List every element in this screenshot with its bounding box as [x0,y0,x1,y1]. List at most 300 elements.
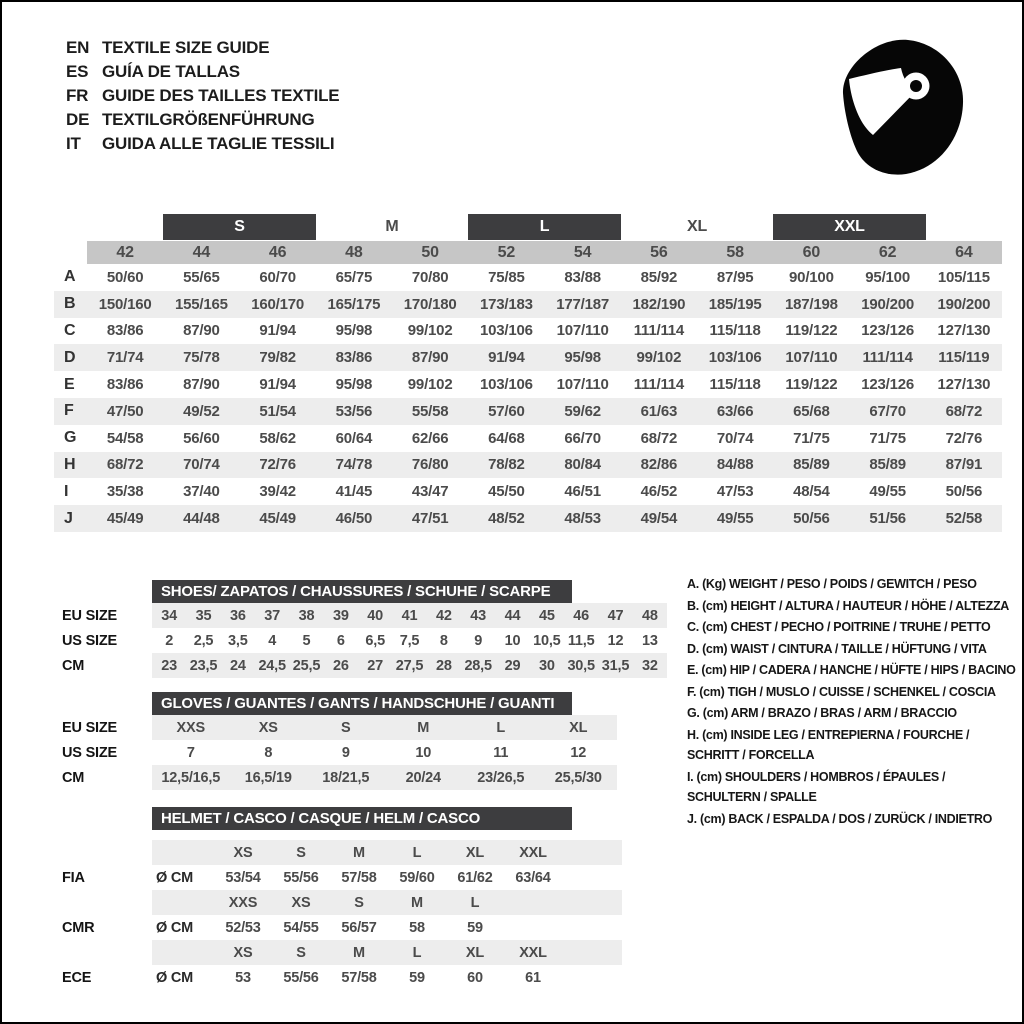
shoe-size-cell: 4 [268,632,277,649]
helmet-table-title: HELMET / CASCO / CASQUE / HELM / CASCO [152,807,572,830]
helmet-size-cell: S [296,844,306,861]
size-value-cell: 190/200 [861,295,915,313]
size-value-cell: 49/55 [869,483,906,501]
size-value-cell: 177/187 [556,295,610,313]
size-value-cell: 68/72 [945,402,983,420]
shoe-size-cell: 25,5 [292,657,321,674]
size-value-cell: 72/76 [259,456,296,474]
helmet-value-cell: 60 [467,969,483,986]
size-row-label: CM [62,769,85,786]
measurement-row [54,425,1002,452]
size-row [152,740,617,765]
measurement-row [54,291,1002,318]
size-value-cell: 115/119 [938,349,990,367]
measurement-row [54,478,1002,505]
row-label: C [64,321,76,339]
size-value-cell: 83/86 [106,322,144,340]
glove-size-cell: 10 [415,744,432,761]
size-value-cell: 75/78 [183,349,220,367]
row-label: I [64,482,69,500]
size-value-cell: 95/98 [564,349,601,367]
size-row-label: US SIZE [62,744,117,761]
shoe-size-cell: 31,5 [601,657,630,674]
size-value-cell: 79/82 [259,349,296,367]
size-row [152,653,667,678]
size-value-cell: 48/52 [488,510,525,528]
size-value-cell: 43/47 [411,483,449,501]
shoe-size-cell: 26 [332,657,349,674]
size-value-cell: 91/94 [259,322,296,340]
helmet-value-row [152,865,622,890]
glove-size-cell: 20/24 [405,769,441,786]
shoe-size-cell: 2 [165,632,174,649]
helmet-value-cell: 61 [525,969,541,986]
size-value-cell: 51/54 [259,402,296,420]
size-column-header: 44 [163,241,239,264]
helmet-size-cell: M [411,894,423,911]
size-group-cell [926,214,1002,240]
size-value-cell: 60/64 [335,429,373,447]
language-row [66,60,339,84]
shoe-size-cell: 30 [538,657,555,674]
helmet-value-cell: 56/57 [341,919,377,936]
size-value-cell: 85/89 [793,456,830,474]
glove-size-cell: 8 [264,744,273,761]
helmet-size-cell: L [412,844,422,861]
glove-size-cell: XXS [176,719,205,736]
helmet-size-cell: M [353,944,365,961]
size-value-cell: 66/70 [564,429,601,447]
glove-size-cell: L [496,719,506,736]
size-value-cell: 95/100 [865,268,910,286]
size-value-cell: 123/126 [861,322,915,340]
size-value-cell: 74/78 [335,456,373,474]
helmet-size-cell: XL [465,844,485,861]
helmet-value-cell: 53/54 [225,869,261,886]
helmet-size-cell: XS [291,894,311,911]
helmet-size-cell: L [470,894,480,911]
language-code: DE [66,110,90,129]
size-value-cell: 187/198 [784,295,838,313]
size-value-cell: 47/51 [411,510,449,528]
size-value-cell: 46/51 [564,483,601,501]
helmet-value-cell: 55/56 [283,869,319,886]
helmet-value-cell: 52/53 [225,919,261,936]
shoe-size-cell: 11,5 [567,632,595,649]
size-value-cell: 53/56 [335,402,373,420]
diameter-unit-cell: Ø CM [156,919,194,936]
size-value-cell: 61/63 [640,402,678,420]
size-value-cell: 50/60 [106,268,144,286]
row-label: D [64,348,76,366]
helmet-value-cell: 59/60 [399,869,435,886]
shoe-size-cell: 41 [401,607,418,624]
shoe-size-cell: 12 [607,632,624,649]
shoe-size-cell: 13 [641,632,658,649]
shoe-size-cell: 37 [264,607,281,624]
size-value-cell: 99/102 [407,376,453,394]
shoe-size-cell: 35 [195,607,212,624]
legend-item: J. (cm) BACK / ESPALDA / DOS / ZURÜCK / INDIETRO [687,811,993,826]
helmet-table-rows [2,840,1024,990]
size-value-cell: 115/118 [709,376,761,394]
shoe-size-cell: 27,5 [395,657,424,674]
size-value-cell: 65/75 [335,268,373,286]
size-value-cell: 49/55 [716,510,754,528]
size-value-cell: 173/183 [479,295,533,313]
row-label: B [64,295,76,313]
size-row [152,715,617,740]
size-row-label: CM [62,657,85,674]
size-value-cell: 87/91 [945,456,983,474]
glove-size-cell: 12,5/16,5 [161,769,221,786]
size-value-cell: 115/118 [709,322,761,340]
size-value-cell: 50/56 [945,483,983,501]
shoe-size-cell: 48 [641,607,658,624]
language-title-list [66,36,339,156]
language-row [66,36,339,60]
size-row [152,765,617,790]
helmet-value-cell: 59 [409,969,425,986]
size-value-cell: 80/84 [564,456,601,474]
size-value-cell: 87/90 [183,322,220,340]
size-value-cell: 55/65 [183,268,220,286]
glove-size-cell: 16,5/19 [244,769,292,786]
row-label: A [64,268,76,286]
size-value-cell: 70/74 [716,429,754,447]
shoe-size-cell: 39 [332,607,349,624]
helmet-standard-label: ECE [62,969,92,986]
size-value-cell: 185/195 [708,295,762,313]
size-row-label: EU SIZE [62,607,117,624]
size-value-cell: 91/94 [488,349,525,367]
shoe-size-cell: 27 [367,657,384,674]
legend-item: D. (cm) WAIST / CINTURA / TAILLE / HÜFTUNG / VITA [687,641,987,656]
size-value-cell: 49/54 [640,510,678,528]
size-value-cell: 119/122 [785,376,838,394]
shoe-size-cell: 32 [641,657,658,674]
size-value-cell: 99/102 [636,349,682,367]
size-value-cell: 85/89 [869,456,906,474]
helmet-value-cell: 55/56 [283,969,319,986]
row-label: H [64,455,76,473]
shoe-size-cell: 5 [302,632,311,649]
legend-item: G. (cm) ARM / BRAZO / BRAS / ARM / BRACCIO [687,706,957,720]
legend-item: A. (Kg) WEIGHT / PESO / POIDS / GEWITCH / PESO [687,577,977,591]
shoe-size-cell: 44 [504,607,521,624]
shoe-size-cell: 45 [538,607,555,624]
size-value-cell: 72/76 [945,429,983,447]
helmet-size-cell: XL [465,944,485,961]
language-code: EN [66,38,90,57]
legend-item: B. (cm) HEIGHT / ALTURA / HAUTEUR / HÖHE / ALTEZZA [687,598,1010,613]
size-value-cell: 51/56 [869,510,906,528]
size-value-cell: 165/175 [327,295,381,313]
shoe-size-cell: 10 [504,632,521,649]
row-label: G [64,429,77,447]
size-value-cell: 91/94 [259,376,296,394]
shoe-size-cell: 30,5 [567,657,595,674]
legend-item: H. (cm) INSIDE LEG / ENTREPIERNA / FOURCHE / SCHRITT / FORCELLA [687,727,970,762]
size-column-header-row [54,241,1002,264]
helmet-value-cell: 58 [409,919,425,936]
size-value-cell: 70/74 [183,456,220,474]
language-row [66,84,339,108]
size-value-cell: 107/110 [785,349,838,367]
size-value-cell: 83/88 [564,268,601,286]
helmet-value-row [152,965,622,990]
measurement-row [54,344,1002,371]
helmet-size-header-row [152,840,622,865]
size-column-header: 50 [392,241,468,264]
size-value-cell: 85/92 [640,268,678,286]
size-value-cell: 55/58 [411,402,449,420]
size-value-cell: 68/72 [106,456,144,474]
glove-size-cell: 12 [570,744,587,761]
size-value-cell: 49/52 [183,402,220,420]
shoe-size-cell: 43 [470,607,487,624]
size-value-cell: 70/80 [411,268,449,286]
textile-size-table [54,214,1002,532]
racing-helmet-icon [840,36,970,180]
language-code: IT [66,134,81,153]
size-row-label: EU SIZE [62,719,117,736]
helmet-value-cell: 63/64 [515,869,551,886]
size-value-cell: 87/90 [411,349,449,367]
language-row [66,108,339,132]
size-value-cell: 59/62 [564,402,601,420]
size-value-cell: 50/56 [793,510,830,528]
language-code: FR [66,86,89,105]
size-value-cell: 58/62 [259,429,296,447]
size-value-cell: 99/102 [407,322,453,340]
shoes-table-title: SHOES/ ZAPATOS / CHAUSSURES / SCHUHE / SCARPE [152,580,572,603]
size-value-cell: 56/60 [183,429,220,447]
size-group-cell: L [468,214,621,240]
measurement-row [54,398,1002,425]
helmet-value-cell: 57/58 [341,969,377,986]
size-group-cell [54,214,163,240]
helmet-value-cell: 61/62 [457,869,493,886]
size-value-cell: 75/85 [488,268,525,286]
size-value-cell: 62/66 [411,429,449,447]
glove-size-cell: 9 [341,744,350,761]
glove-size-cell: M [417,719,430,736]
shoe-size-cell: 40 [367,607,384,624]
helmet-value-cell: 59 [467,919,483,936]
shoe-size-cell: 6 [336,632,345,649]
diameter-unit-cell: Ø CM [156,969,194,986]
size-value-cell: 47/53 [716,483,754,501]
shoe-size-cell: 9 [474,632,483,649]
size-value-cell: 150/160 [98,295,152,313]
diameter-unit-cell: Ø CM [156,869,194,886]
size-value-cell: 160/170 [251,295,305,313]
measurement-legend [687,574,1019,830]
size-value-cell: 71/75 [793,429,830,447]
row-label: F [64,402,74,420]
legend-item: I. (cm) SHOULDERS / HOMBROS / ÉPAULES / SCHULTERN / SPALLE [687,769,946,804]
size-column-header: 48 [316,241,392,264]
size-value-cell: 103/106 [479,376,533,394]
size-value-cell: 45/50 [488,483,525,501]
size-column-header: 52 [468,241,544,264]
size-value-cell: 52/58 [945,510,983,528]
size-value-cell: 155/165 [174,295,228,313]
size-value-cell: 45/49 [106,510,144,528]
size-value-cell: 46/50 [335,510,373,528]
helmet-size-cell: XXS [228,894,258,911]
glove-size-cell: 11 [493,744,509,761]
row-label: E [64,375,75,393]
language-title: GUÍA DE TALLAS [102,62,240,81]
helmet-value-cell: 57/58 [341,869,377,886]
shoe-size-cell: 46 [573,607,590,624]
shoe-size-cell: 38 [298,607,315,624]
glove-size-cell: 7 [186,744,195,761]
helmet-size-cell: S [296,944,306,961]
helmet-standard-label: CMR [62,919,95,936]
glove-size-cell: S [341,719,351,736]
helmet-size-header-row [152,940,622,965]
helmet-size-cell: XS [233,844,253,861]
size-value-cell: 39/42 [259,483,296,501]
size-value-cell: 123/126 [861,376,915,394]
size-value-cell: 71/75 [869,429,906,447]
helmet-size-cell: XXL [519,844,547,861]
language-code: ES [66,62,89,81]
shoe-size-cell: 24,5 [258,657,286,674]
shoe-size-cell: 3,5 [228,632,248,649]
shoe-size-cell: 47 [607,607,624,624]
helmet-value-cell: 53 [235,969,251,986]
language-title: TEXTILE SIZE GUIDE [102,38,270,57]
shoe-size-cell: 24 [229,657,246,674]
shoe-size-cell: 23,5 [189,657,218,674]
size-row-label: US SIZE [62,632,117,649]
size-column-header: 56 [621,241,697,264]
size-value-cell: 95/98 [335,322,373,340]
size-row [152,603,667,628]
size-value-cell: 63/66 [716,402,754,420]
size-value-cell: 170/180 [403,295,457,313]
size-column-header: 46 [240,241,316,264]
size-value-cell: 90/100 [789,268,834,286]
size-value-cell: 87/90 [183,376,220,394]
glove-size-cell: XS [258,719,278,736]
legend-item: F. (cm) TIGH / MUSLO / CUISSE / SCHENKEL / COSCIA [687,684,996,699]
size-value-cell: 47/50 [106,402,144,420]
helmet-size-cell: XXL [519,944,547,961]
size-value-cell: 44/48 [183,510,220,528]
shoe-size-cell: 23 [161,657,178,674]
size-column-header: 62 [850,241,926,264]
size-group-cell: XL [686,218,708,235]
size-value-cell: 83/86 [335,349,373,367]
band-spacer [54,241,87,264]
size-value-cell: 46/52 [640,483,678,501]
size-group-cell: XXL [773,214,926,240]
shoe-size-cell: 28,5 [464,657,492,674]
shoe-size-cell: 29 [504,657,521,674]
shoe-size-cell: 34 [161,607,178,624]
legend-item: E. (cm) HIP / CADERA / HANCHE / HÜFTE / HIPS / BACINO [687,663,1016,677]
size-value-cell: 111/114 [633,376,685,394]
size-value-cell: 41/45 [335,483,373,501]
measurement-row [54,318,1002,345]
size-value-cell: 65/68 [793,402,830,420]
helmet-size-table [2,807,1024,990]
size-column-header: 54 [545,241,621,264]
size-group-cell: M [385,218,399,235]
helmet-value-cell: 54/55 [283,919,319,936]
shoe-size-cell: 6,5 [365,632,385,649]
size-value-cell: 76/80 [411,456,449,474]
helmet-standard-label: FIA [62,869,85,886]
gloves-table-title: GLOVES / GUANTES / GANTS / HANDSCHUHE / GUANTI [152,692,572,715]
glove-size-cell: XL [569,719,588,736]
size-value-cell: 60/70 [259,268,296,286]
glove-size-cell: 23/26,5 [477,769,525,786]
helmet-size-header-row [152,890,622,915]
measurement-row [54,505,1002,532]
shoe-size-cell: 42 [435,607,452,624]
size-value-cell: 103/106 [708,349,762,367]
measurement-row [54,371,1002,398]
size-value-cell: 127/130 [937,376,991,394]
glove-size-cell: 25,5/30 [554,769,602,786]
size-group-row [54,214,1002,240]
helmet-size-cell: L [412,944,422,961]
size-group-cell: S [163,214,316,240]
size-column-header: 64 [926,241,1002,264]
size-value-cell: 54/58 [106,429,144,447]
size-value-cell: 84/88 [716,456,754,474]
racing-helmet-graphic [840,36,970,180]
size-value-cell: 78/82 [488,456,525,474]
measurement-row [54,452,1002,479]
row-label: J [64,509,73,527]
size-value-cell: 82/86 [640,456,678,474]
helmet-size-cell: XS [233,944,253,961]
size-value-cell: 107/110 [556,322,609,340]
size-row [152,628,667,653]
shoe-size-cell: 7,5 [399,632,420,649]
size-value-cell: 64/68 [488,429,525,447]
size-value-cell: 87/95 [716,268,754,286]
size-column-header: 58 [697,241,773,264]
helmet-size-cell: S [354,894,364,911]
size-value-cell: 105/115 [937,268,990,286]
size-value-cell: 35/38 [106,483,144,501]
size-value-cell: 67/70 [869,402,906,420]
size-value-cell: 48/54 [793,483,830,501]
size-value-cell: 182/190 [632,295,686,313]
shoe-size-cell: 2,5 [193,632,214,649]
glove-size-cell: 18/21,5 [322,769,370,786]
size-value-cell: 127/130 [937,322,991,340]
shoe-size-cell: 36 [229,607,246,624]
size-column-header: 42 [87,241,163,264]
size-value-cell: 119/122 [785,322,838,340]
helmet-size-cell: M [353,844,365,861]
language-row [66,132,339,156]
size-value-cell: 103/106 [479,322,533,340]
size-value-cell: 107/110 [556,376,609,394]
size-value-cell: 37/40 [183,483,220,501]
language-title: GUIDA ALLE TAGLIE TESSILI [102,134,335,153]
size-value-cell: 68/72 [640,429,678,447]
